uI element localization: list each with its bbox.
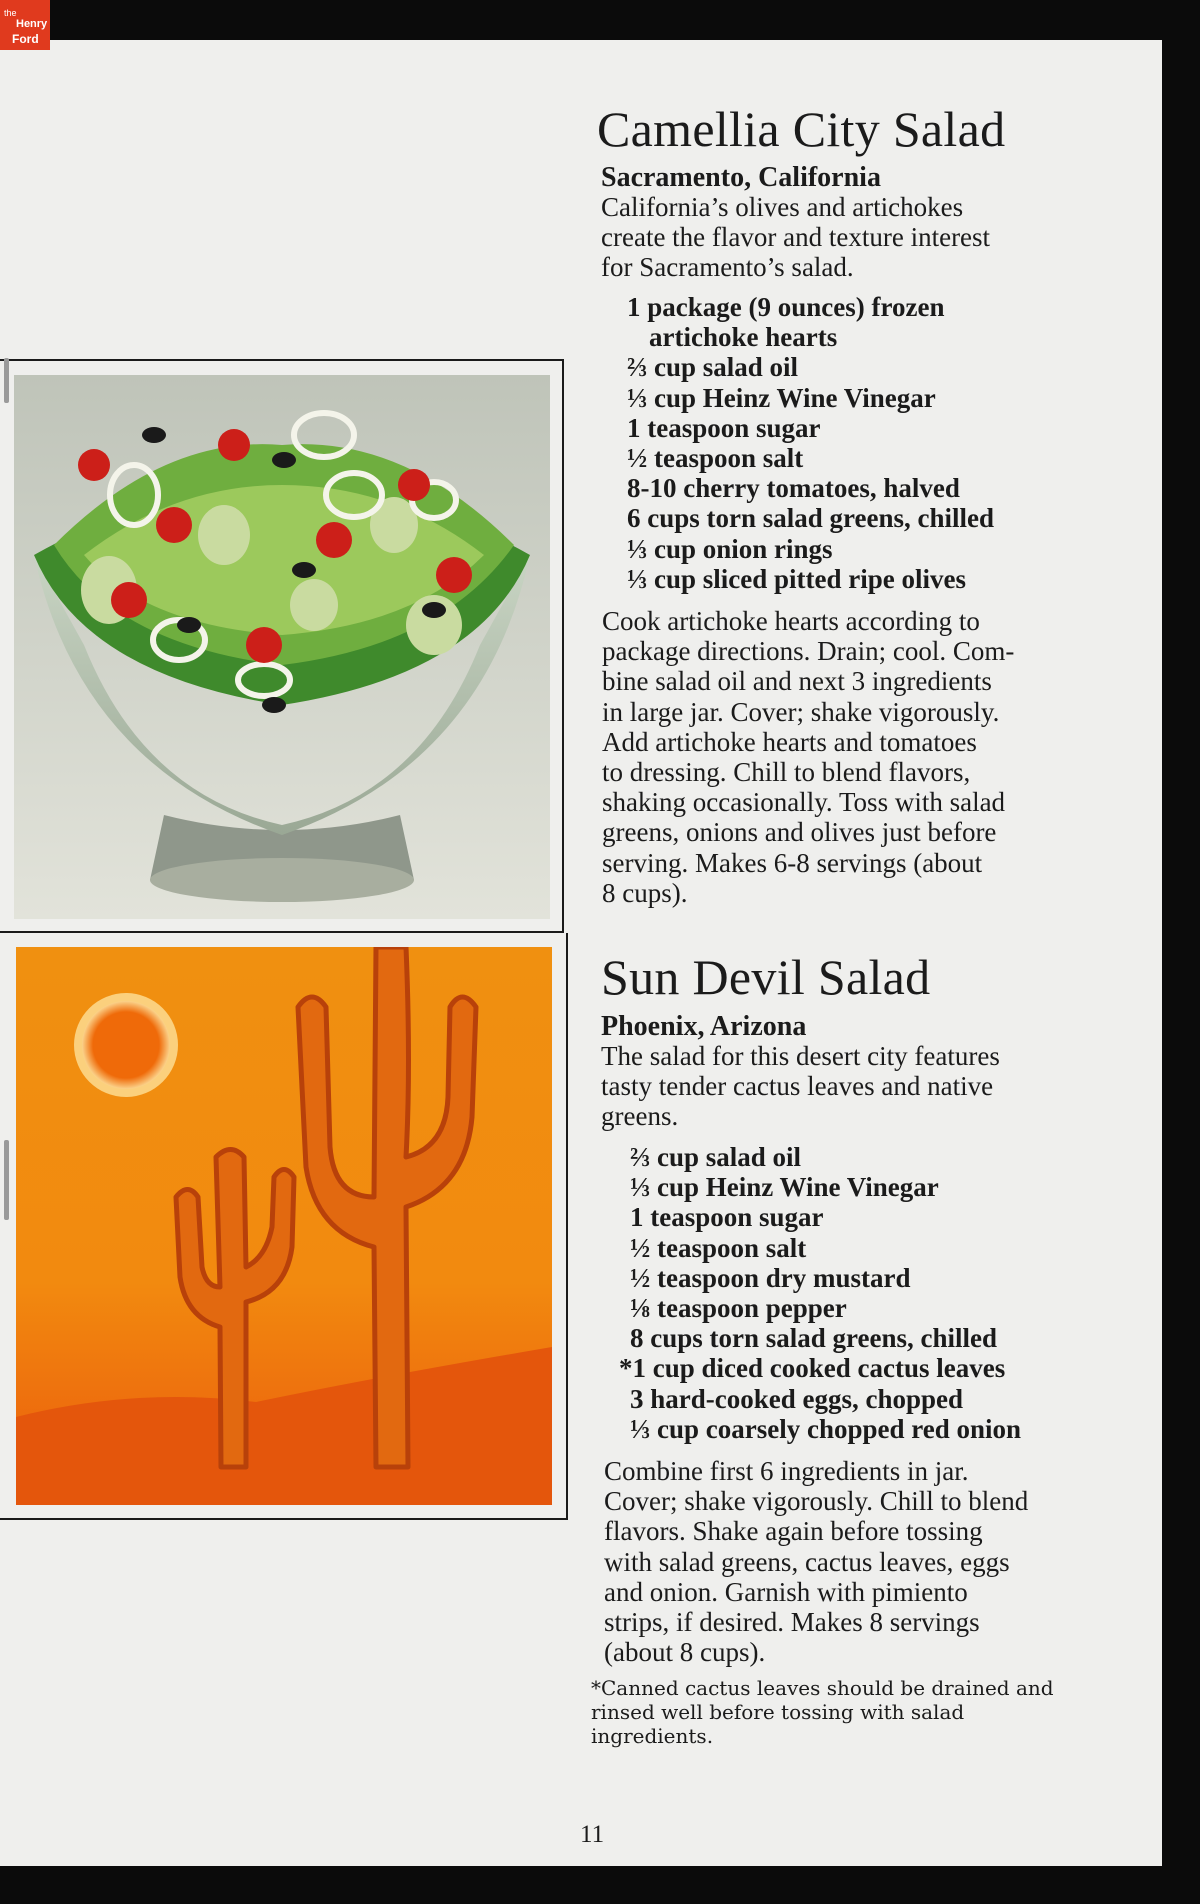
ingredient-item: 6 cups torn salad greens, chilled [627,503,995,534]
binding-ring-top [4,358,9,403]
page-number: 11 [580,1821,605,1848]
recipe-intro-sun-devil: The salad for this desert city features tasty tender cactus leaves and native greens. [601,1041,1000,1132]
desert-cactus-illustration [16,947,552,1505]
recipe-title-sun-devil: Sun Devil Salad [601,949,931,1005]
ingredient-item: 1 teaspoon sugar [627,412,821,443]
henry-ford-logo: the Henry Ford [0,0,50,50]
binding-ring-bottom [4,1140,9,1220]
cactus-footnote: *Canned cactus leaves should be drained and rinsed well before tossing with salad ingredients. [591,1676,1054,1748]
ingredient-item: ⅓ cup sliced pitted ripe olives [627,563,966,594]
ingredient-item: 1 package (9 ounces) frozen [627,292,945,322]
ingredient-item: 8-10 cherry tomatoes, halved [627,473,960,504]
salad-bowl-photo [14,375,550,919]
recipe-intro-camellia: California’s olives and artichokes create the flavor and texture interest for Sacramento’s salad. [601,192,991,283]
ingredient-item: 1 teaspoon sugar [630,1202,824,1233]
ingredient-item: ⅓ cup coarsely chopped red onion [630,1413,1022,1444]
ingredient-item: ⅓ cup Heinz Wine Vinegar [630,1172,939,1203]
recipe-method-camellia: Cook artichoke hearts according to package directions. Drain; cool. Com- bine salad oil and next 3 ingredients in large jar. Cover; shake vigorously. Add artichoke hearts and tomatoes to dressing. Chill to blend flavors, shaking occasionally. Toss with salad greens, onions and olives just before serving. Makes 6-8 servings (about 8 cups). [602,606,1015,908]
ingredient-item: ½ teaspoon salt [630,1232,807,1263]
salad-photo-frame [0,359,564,933]
ingredient-item: ⅔ cup salad oil [627,352,799,383]
ingredient-item: ½ teaspoon salt [627,443,804,474]
ingredient-item: 3 hard-cooked eggs, chopped [630,1383,964,1414]
ingredient-item: *1 cup diced cooked cactus leaves [619,1353,1006,1384]
recipe-page [0,40,1162,1866]
cactus-illustration-frame [0,933,568,1520]
ingredient-item: ⅓ cup onion rings [627,533,833,564]
ingredient-item: ⅛ teaspoon pepper [630,1293,847,1324]
ingredient-item: ⅔ cup salad oil [630,1142,802,1172]
ingredient-item: ⅓ cup Heinz Wine Vinegar [627,382,936,413]
recipe-city-phoenix: Phoenix, Arizona [601,1011,807,1042]
recipe-title-camellia: Camellia City Salad [597,101,1006,157]
ingredient-item: ½ teaspoon dry mustard [630,1262,911,1293]
ingredient-item: artichoke hearts [649,322,838,353]
ingredient-list-sun-devil [619,1142,1022,1444]
recipe-method-sun-devil: Combine first 6 ingredients in jar. Cover; shake vigorously. Chill to blend flavors. Shake again before tossing with salad greens, cactus leaves, eggs and onion. Garnish with pimiento strips, if desired. Makes 8 servings (about 8 cups). [604,1456,1029,1668]
ingredient-item: 8 cups torn salad greens, chilled [630,1323,998,1354]
recipe-city-sacramento: Sacramento, California [601,162,881,193]
ingredient-list-camellia [627,292,994,594]
